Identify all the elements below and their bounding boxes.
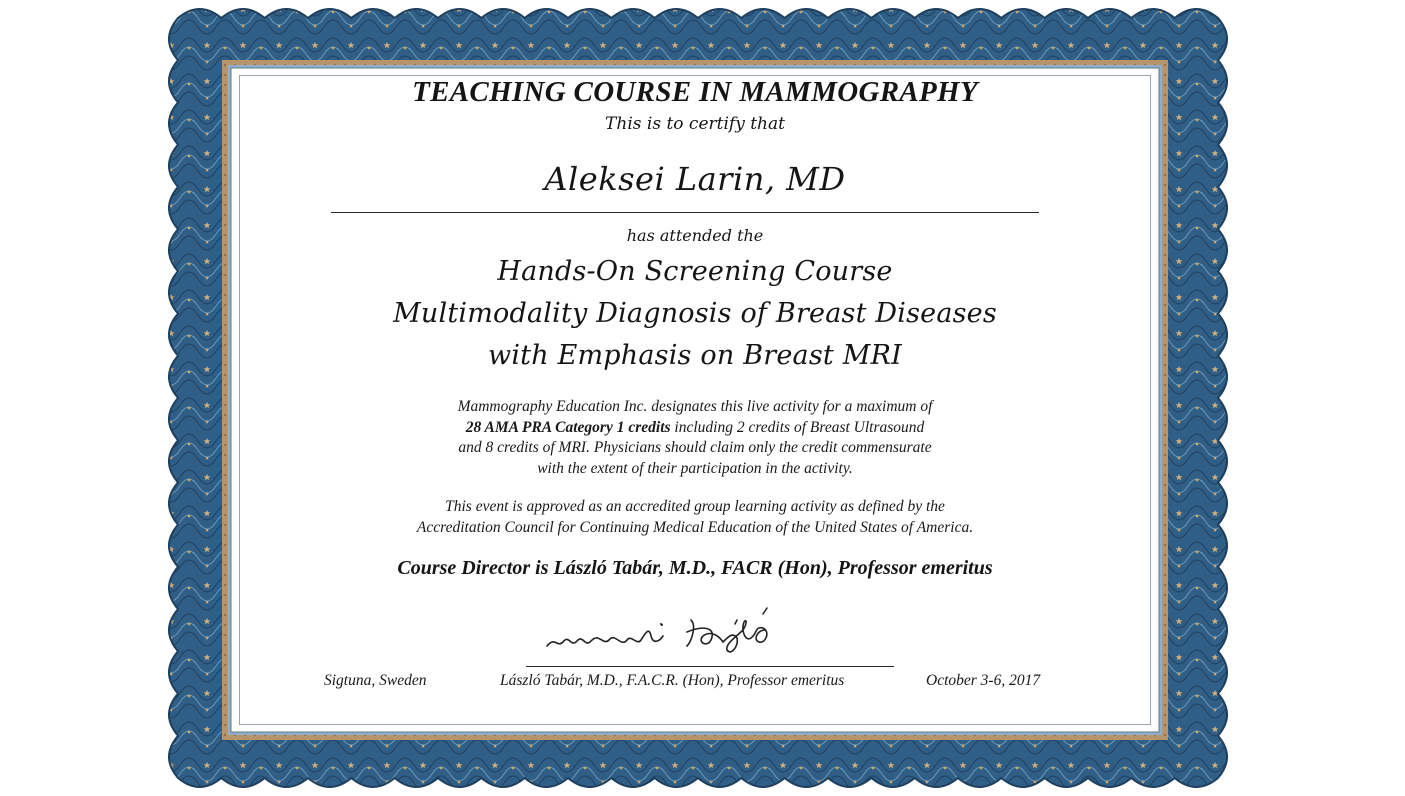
certify-line: This is to certify that xyxy=(605,114,785,134)
attended-line: has attended the xyxy=(626,226,764,245)
signer-name: László Tabár, M.D., F.A.C.R. (Hon), Professor emeritus xyxy=(500,672,845,689)
credits-line-2 xyxy=(236,418,1154,439)
credits-statement xyxy=(236,397,1154,479)
credits-line-1: Mammography Education Inc. designates this live activity for a maximum of xyxy=(457,398,933,415)
accreditation-statement xyxy=(236,496,1154,538)
course-title-line-2: Multimodality Diagnosis of Breast Diseases xyxy=(393,298,997,329)
signature-line xyxy=(526,666,894,667)
handwritten-signature xyxy=(541,596,841,660)
recipient-name: Aleksei Larin, MD xyxy=(544,160,846,198)
certificate-title: TEACHING COURSE IN MAMMOGRAPHY xyxy=(412,76,978,108)
course-title-line-3: with Emphasis on Breast MRI xyxy=(488,340,902,371)
name-underline xyxy=(331,212,1039,213)
location: Sigtuna, Sweden xyxy=(324,672,427,689)
credits-line-4: with the extent of their participation in the activity. xyxy=(537,459,853,477)
course-date: October 3-6, 2017 xyxy=(926,672,1041,689)
course-title-line-1: Hands-On Screening Course xyxy=(497,256,893,287)
accreditation-line-1: This event is approved as an accredited group learning activity as defined by the xyxy=(445,498,945,515)
course-director-line: Course Director is László Tabár, M.D., FACR (Hon), Professor emeritus xyxy=(397,557,993,579)
accreditation-line-2: Accreditation Council for Continuing Medical Education of the United States of America. xyxy=(416,519,974,536)
credits-line-3: and 8 credits of MRI. Physicians should claim only the credit commensurate xyxy=(458,439,932,456)
credits-amount: 28 AMA PRA Category 1 credits xyxy=(465,418,671,436)
certificate-body xyxy=(236,72,1154,728)
credits-line-2-rest: including 2 credits of Breast Ultrasound xyxy=(670,418,925,436)
